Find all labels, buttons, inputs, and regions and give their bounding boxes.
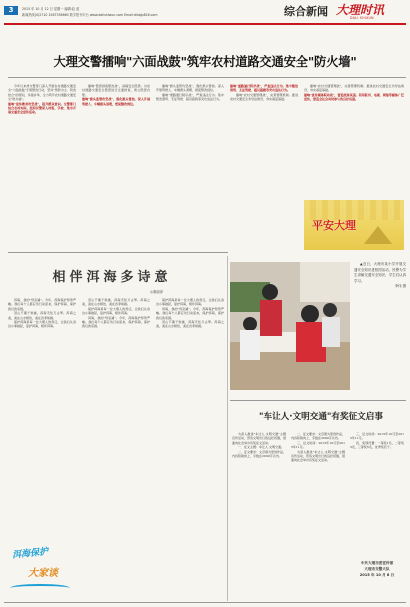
notice-column-3: 三、征文时间：2015年10月至2015年11月。 四、奖项设置：一等奖1名，二等奖3名，三等奖5名，优秀奖若干。 xyxy=(350,432,404,450)
notice-rule xyxy=(230,400,406,401)
section-title: 综合新闻 xyxy=(284,5,328,18)
page-number-badge: 3 xyxy=(4,6,18,15)
lead-headline: 大理交警擂响"六面战鼓"筑牢农村道路交通安全"防火墙" xyxy=(53,55,357,69)
erhai-logo xyxy=(8,540,78,598)
notice-title: "车让人·文明交通"有奖征文启事 xyxy=(259,412,383,422)
header-rule xyxy=(4,23,406,25)
notice-footer xyxy=(350,560,404,578)
poem-byline: ◎康丽萍 xyxy=(150,290,164,294)
lead-column-4: 擂响"道路通行秩序战"，严查违法行为。集中整治酒驾、无证驾驶、超员超载等突出违法行为。 擂响"农村交通管理战"，完善管理机制。推进农村交通安全劝导站建设，夯实基层基础。 xyxy=(230,84,298,102)
poem-title: 相伴洱海多诗意 xyxy=(52,270,172,285)
headline-rule xyxy=(8,77,406,78)
lead-column-3: 擂响"源头监管攻坚战"，强化源头管控。深入开展驾驶人、车辆源头清理，督促整改到位。 擂响"道路通行秩序战"，严查违法行为。集中整治酒驾、无证驾驶、超员超载等突出违法行为。 xyxy=(156,84,224,102)
notice-date: 2015 年 10 月 8 日 xyxy=(359,573,395,577)
lead-column-2: 擂响"隐患排查整治战"，消除安全隐患。对农村道路交通安全隐患进行全面排查，建立隐患台账。 擂响"源头监管攻坚战"，强化源头管控。深入开展驾驶人、车辆源头清理，督促整改到位。 xyxy=(82,84,150,106)
photo-illustration xyxy=(230,262,350,390)
logo-wave-icon xyxy=(10,584,70,592)
column-divider xyxy=(227,256,228,601)
notice-signer-1: 中共大理市委宣传部 xyxy=(360,561,394,565)
logo-line-1: 洱海保护 xyxy=(11,547,49,561)
poem-column-3: 保护洱海是每一位大理人的责任，让我们从身边小事做起，爱护洱海，相伴洱海。 洱海，我的"母亲湖"。今年，洱海保护形势严峻。我们每个人都应该行动起来，保护洱海，保护我们的家园。 苍山不墨千秋画，洱海无弦万古琴。洱海之美，美在山水相依，美在四季如画。 xyxy=(156,298,224,329)
date-line: 2015 年 10 月 12 日 星期一 编辑:赵 蓝 xyxy=(22,7,80,11)
side-box-mountain xyxy=(364,226,392,244)
notice-column-1: 为深入推进"车让人·文明交通"主题宣传活动，营造文明出行的良好氛围，现面向社会举办有奖征文活动。 一、征文主题：车让人·文明交通。 二、征文要求：文章须为原创作品，内容积极向上，字数在2000字以内。 xyxy=(232,432,286,459)
photo-caption: ▲近日，大理市某小学开展交通安全知识进校园活动，民警为学生讲解交通安全知识，学生们认真学习。 李伟 摄 xyxy=(354,262,406,289)
poem-column-2: 苍山不墨千秋画，洱海无弦万古琴。洱海之美，美在山水相依，美在四季如画。 保护洱海是每一位大理人的责任，让我们从身边小事做起，爱护洱海，相伴洱海。 洱海，我的"母亲湖"。今年，洱海保护形势严峻。我们每个人都应该行动起来，保护洱海，保护我们的家园。 xyxy=(82,298,150,329)
page-bottom-rule xyxy=(4,602,406,603)
poem-column-1: 洱海，我的"母亲湖"。今年，洱海保护形势严峻。我们每个人都应该行动起来，保护洱海，保护我们的家园。 苍山不墨千秋画，洱海无弦万古琴。洱海之美，美在山水相依，美在四季如画。 保护洱海是每一位大理人的责任，让我们从身边小事做起，爱护洱海，相伴洱海。 xyxy=(8,298,76,329)
masthead: 大理时讯 xyxy=(336,3,385,17)
masthead-sub: DALI SHIXUN xyxy=(350,16,374,20)
lower-rule xyxy=(8,252,228,253)
notice-column-2: 二、征文要求：文章须为原创作品，内容积极向上，字数在2000字以内。 三、征文时间：2015年10月至2015年11月。 为深入推进"车让人·文明交通"主题宣传活动，营造文明出行的良好氛围，现面向社会举办有奖征文活动。 xyxy=(291,432,345,463)
lead-column-5: 擂响"农村交通管理战"，完善管理机制。推进农村交通安全劝导站建设，夯实基层基础。 擂响"宣传媒体联动战"，营造浓厚氛围。利用报刊、电视、网络等媒体广泛宣传，营造全社会共同参与的良好氛围。 xyxy=(304,84,404,102)
notice-signer-2: 大理市交警大队 xyxy=(364,567,390,571)
news-photo xyxy=(230,262,350,390)
logo-line-2: 大家谈 xyxy=(28,568,58,579)
lead-column-1: 今年以来州交警部门深入开展农村道路交通安全"六面战鼓"专项整治行动，坚持"预防为主、防治结合"的原则，多措并举，全力筑牢农村道路交通安全"防火墙"。 擂响"宣传教育攻坚战"，提升群众意识。交警部门结合农村实际，组织民警深入村组、学校、集市开展交通安全宣传活动。 xyxy=(8,84,76,115)
side-box xyxy=(304,200,404,250)
side-box-title: 平安大理 xyxy=(312,219,356,232)
contact-line: 新闻热线(0)2710 1587336660 数字报刊平台 www.dalishiwun.com Email:dlsbjp816.com xyxy=(22,13,158,17)
